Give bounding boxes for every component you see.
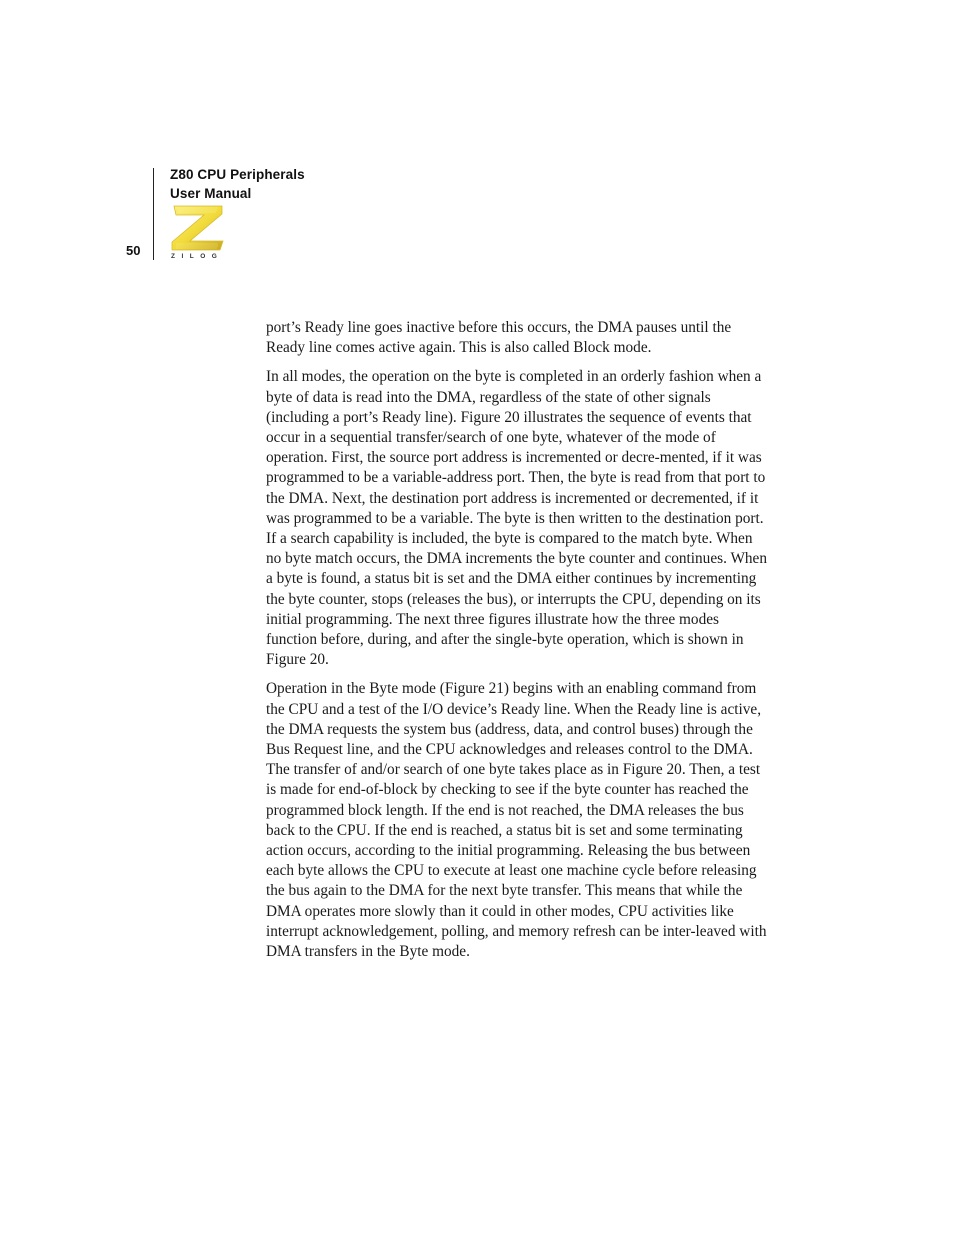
paragraph: port’s Ready line goes inactive before this occurs, the DMA pauses until the Ready line comes active again. This is also called Block mode.	[266, 319, 732, 357]
paragraph: In all modes, the operation on the byte is completed in an orderly fashion when a byte of data is read into the DMA, regardless of the state of other signals (including a port’s Ready line). Figure 20 illustrates the sequence of events that occur in a sequential transfer/search of one byte, whatever of the mode of operation. First, the source port address is incremented or decre-mented, if it was programmed to be a variable-address port. Then, the byte is read from that port to the DMA. Next, the destination port address is incremented or decremented, if it was programmed to be a variable. The byte is then written to the destination port. If a search capability is included, the byte is compared to the match byte. When no byte match occurs, the DMA increments the byte counter and continues. When a byte is found, a status bit is set and the DMA either continues by incrementing the byte counter, stops (releases the bus), or interrupts the CPU, depending on its initial programming. The next three figures illustrate how the three modes function before, during, and after the single-byte operation, which is shown in Figure 20.	[266, 368, 767, 669]
zilog-wordmark: ZILOG	[171, 253, 224, 260]
page-number: 50	[126, 243, 141, 258]
zilog-z-logo-icon	[168, 204, 226, 252]
header-vertical-rule	[153, 168, 154, 260]
zilog-logo	[168, 204, 226, 262]
document-title	[170, 165, 305, 203]
document-title-line2: User Manual	[170, 186, 252, 201]
paragraph: Operation in the Byte mode (Figure 21) begins with an enabling command from the CPU and a test of the I/O device’s Ready line. When the Ready line is active, the DMA requests the system bus (address, data, and control buses) through the Bus Request line, and the CPU acknowledges and releases control to the DMA. The transfer of and/or search of one byte takes place as in Figure 20. Then, a test is made for end-of-block by checking to see if the byte counter has reached the programmed block length. If the end is not reached, the DMA releases the bus back to the CPU. If the end is reached, a status bit is set and some terminating action occurs, according to the initial programming. Releasing the bus between each byte allows the CPU to execute at least one machine cycle before releasing the bus again to the DMA for the next byte transfer. This means that while the DMA operates more slowly than it could in other modes, CPU activities like interrupt acknowledgement, polling, and memory refresh can be inter-leaved with DMA transfers in the Byte mode.	[266, 680, 767, 961]
body-text	[266, 318, 770, 971]
document-title-line1: Z80 CPU Peripherals	[170, 167, 305, 182]
